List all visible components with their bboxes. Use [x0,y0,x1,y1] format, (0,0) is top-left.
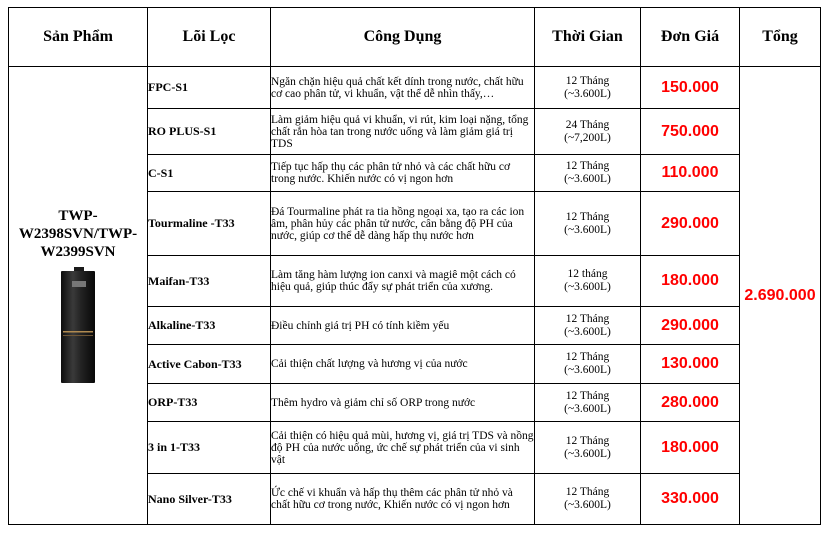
header-row [9,8,821,67]
header-unit-price: Đơn Giá [641,8,740,67]
filter-duration: 12 tháng (~3.600L) [535,256,641,307]
header-usage: Công Dụng [271,8,535,67]
filter-usage: Cải thiện có hiệu quả mùi, hương vị, giá trị TDS và nồng độ PH của nước uống, ức chế sự phát triển của vi sinh vật [271,422,535,474]
filter-duration: 24 Tháng (~7,200L) [535,109,641,155]
filter-duration: 12 Tháng (~3.600L) [535,307,641,345]
filter-name: 3 in 1-T33 [148,422,271,474]
filter-price: 110.000 [641,155,740,192]
filter-duration: 12 Tháng (~3.600L) [535,155,641,192]
total-price: 2.690.000 [740,67,821,525]
filter-name: Active Cabon-T33 [148,345,271,384]
filter-duration: 12 Tháng (~3.600L) [535,192,641,256]
filter-name: Tourmaline -T33 [148,192,271,256]
filter-name: Alkaline-T33 [148,307,271,345]
filter-name: Nano Silver-T33 [148,474,271,525]
filter-price: 150.000 [641,67,740,109]
header-filter: Lõi Lọc [148,8,271,67]
filter-usage: Làm tăng hàm lượng ion canxi và magiê một cách có hiệu quả, giúp thúc đẩy sự phát triển của xương. [271,256,535,307]
filter-price: 290.000 [641,192,740,256]
filter-name: ORP-T33 [148,384,271,422]
filter-usage: Cải thiện chất lượng và hương vị của nước [271,345,535,384]
filter-price: 180.000 [641,256,740,307]
product-cell [9,67,148,525]
filter-price: 290.000 [641,307,740,345]
header-duration: Thời Gian [535,8,641,67]
header-product: Sản Phẩm [9,8,148,67]
filter-price: 280.000 [641,384,740,422]
filter-name: Maifan-T33 [148,256,271,307]
table-row [9,67,821,109]
filter-price: 180.000 [641,422,740,474]
filter-usage: Ngăn chặn hiệu quả chất kết dính trong nước, chất hữu cơ cao phân tử, vi khuẩn, vật thể dễ nhìn thấy,… [271,67,535,109]
filter-price: 130.000 [641,345,740,384]
water-purifier-image [58,267,98,385]
filter-usage: Thêm hydro và giảm chỉ số ORP trong nước [271,384,535,422]
filter-duration: 12 Tháng (~3.600L) [535,422,641,474]
filter-name: FPC-S1 [148,67,271,109]
filter-usage: Làm giảm hiệu quả vi khuẩn, vi rút, kim loại nặng, tổng chất rắn hòa tan trong nước uống và làm giảm giá trị TDS [271,109,535,155]
filter-usage: Tiếp tục hấp thụ các phân tử nhỏ và các chất hữu cơ trong nước. Khiến nước có vị ngon hơn [271,155,535,192]
filter-duration: 12 Tháng (~3.600L) [535,345,641,384]
filter-duration: 12 Tháng (~3.600L) [535,384,641,422]
filter-price: 750.000 [641,109,740,155]
filter-price: 330.000 [641,474,740,525]
filter-usage: Điều chỉnh giá trị PH có tính kiềm yếu [271,307,535,345]
product-name: TWP- W2398SVN/TWP- W2399SVN [18,207,138,260]
filter-name: C-S1 [148,155,271,192]
filter-price-table [8,7,821,525]
filter-usage: Đá Tourmaline phát ra tia hồng ngoại xa, tạo ra các ion âm, phân hủy các phân tử nước, cân bằng độ PH của nước, giúp cơ thể dễ dàng hấp thụ nước hơn [271,192,535,256]
header-total: Tổng [740,8,821,67]
filter-name: RO PLUS-S1 [148,109,271,155]
filter-duration: 12 Tháng (~3.600L) [535,474,641,525]
filter-usage: Ức chế vi khuẩn và hấp thụ thêm các phân tử nhỏ và chất hữu cơ trong nước, Khiến nước có vị ngon hơn [271,474,535,525]
filter-duration: 12 Tháng (~3.600L) [535,67,641,109]
